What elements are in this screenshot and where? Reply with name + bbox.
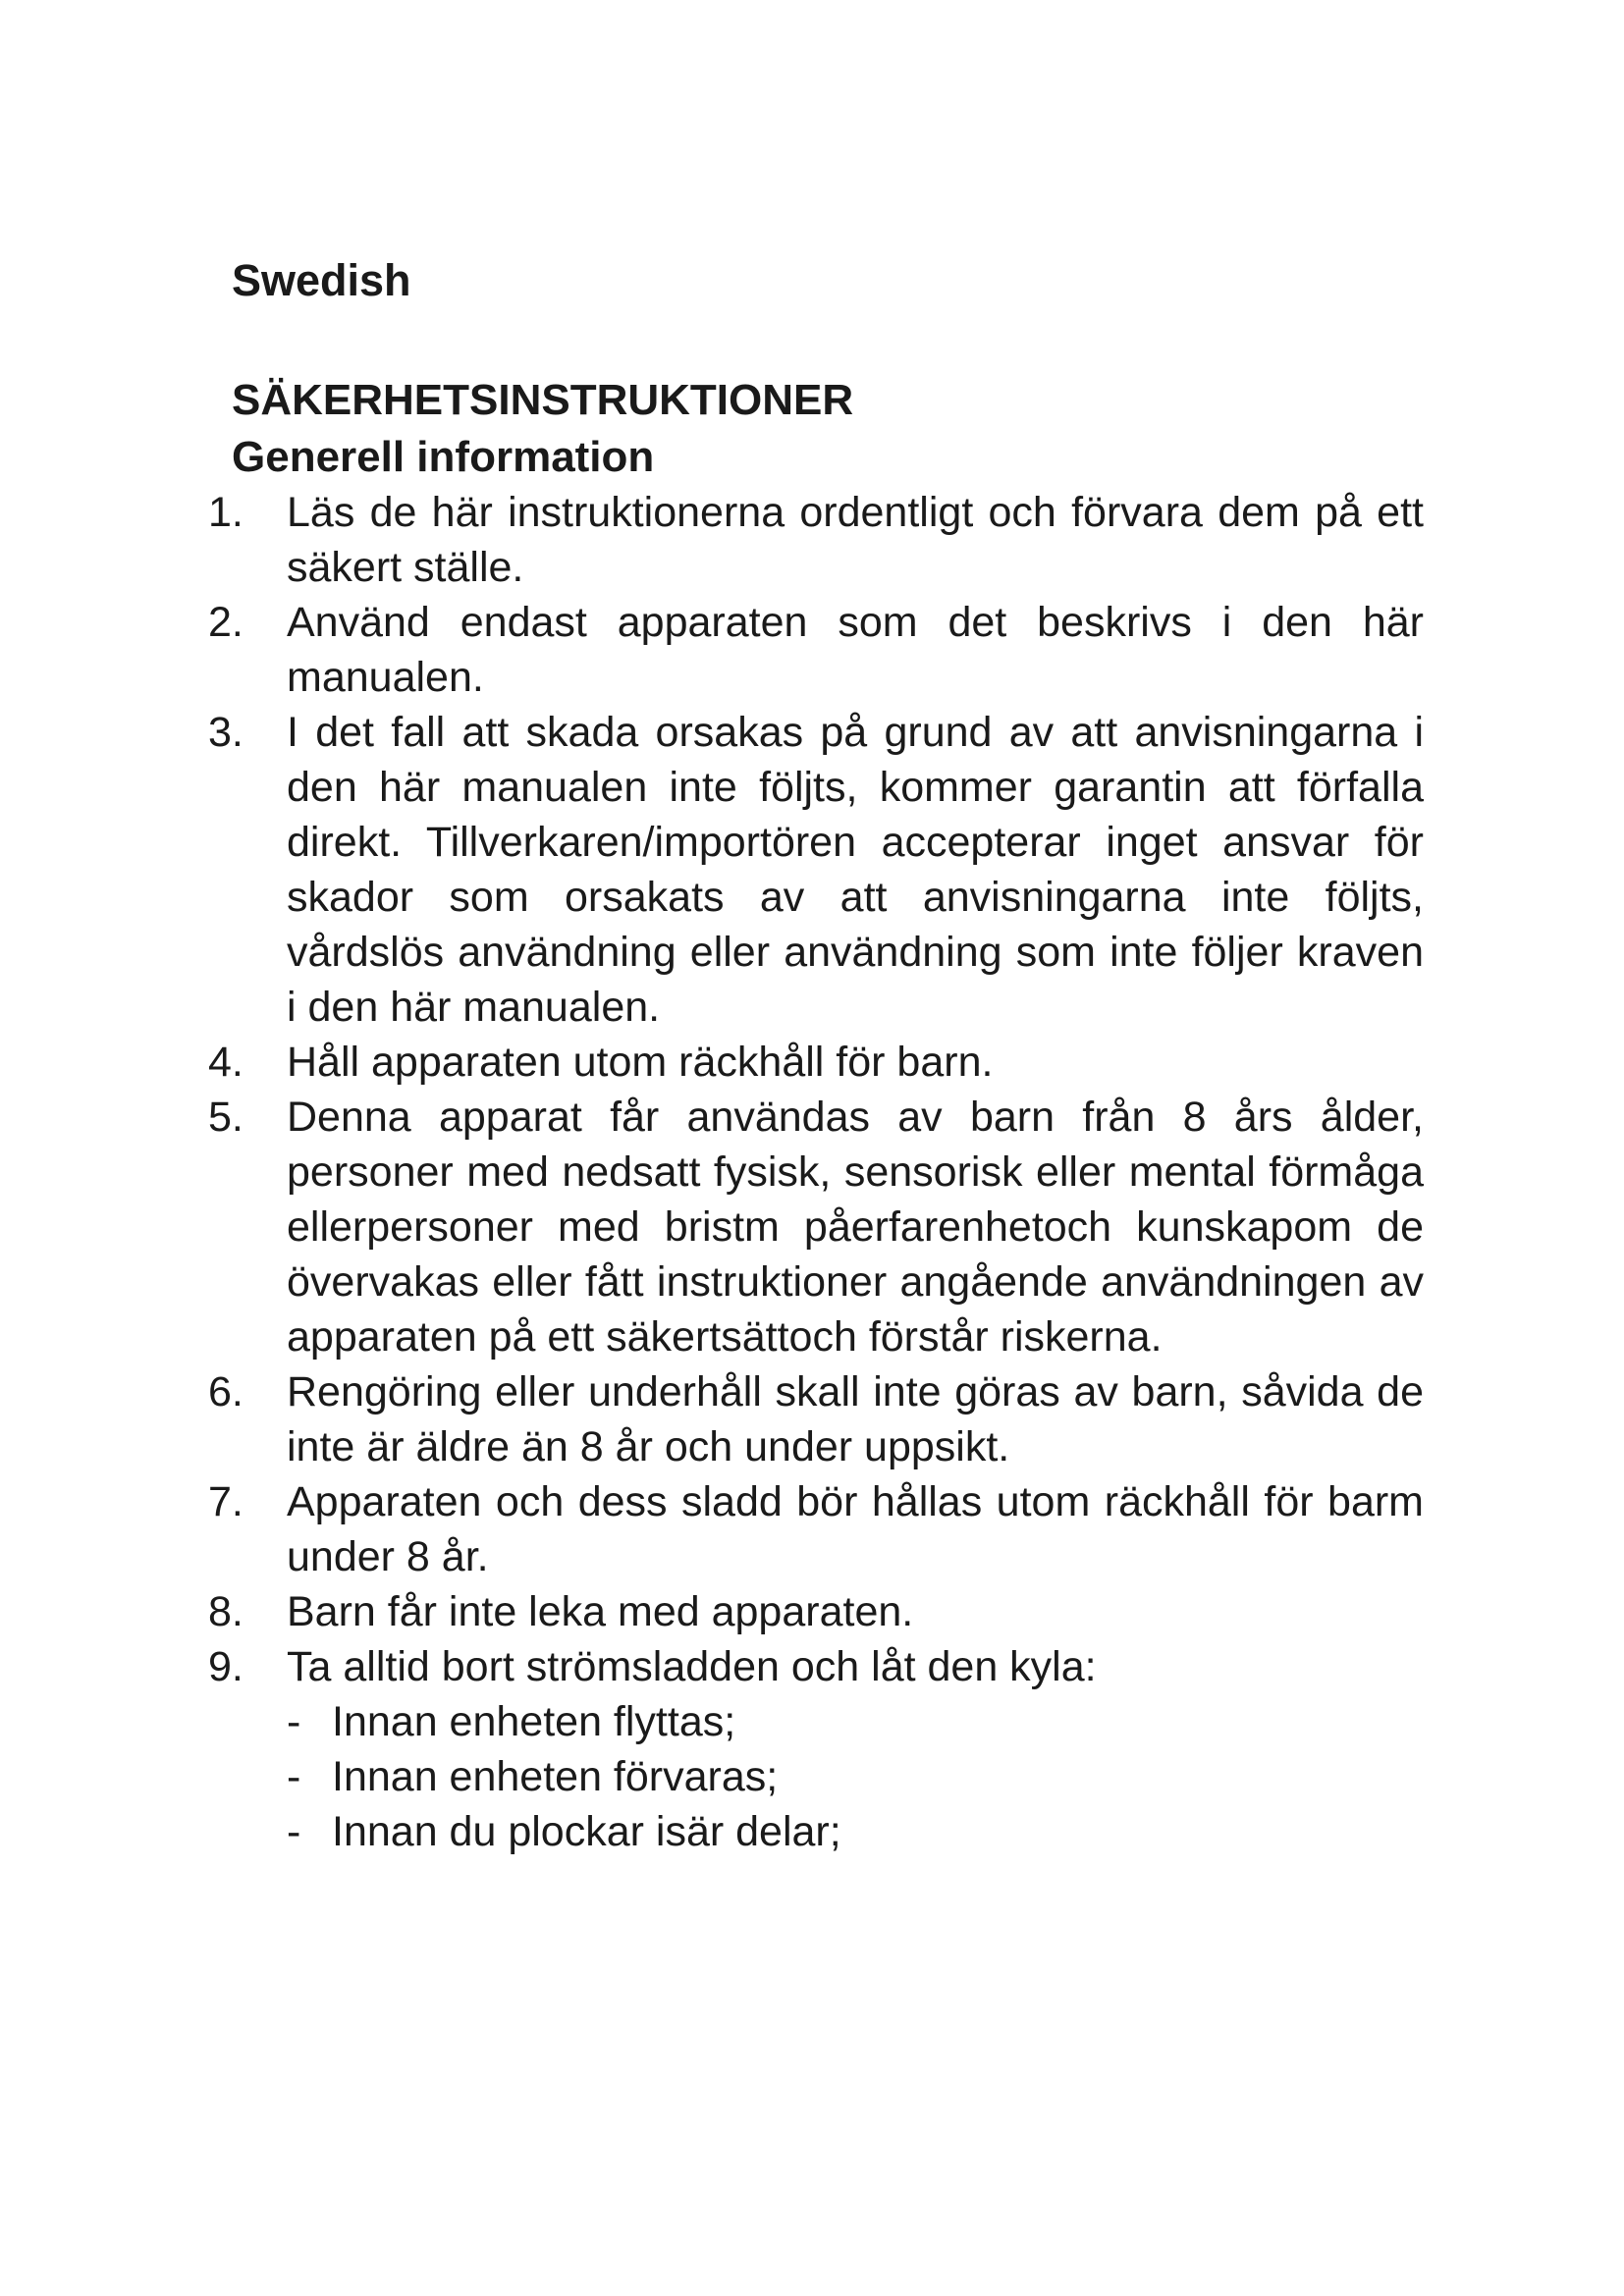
list-item	[208, 1639, 1430, 1859]
list-item	[208, 705, 1430, 1035]
list-item-text: Ta alltid bort strömsladden och låt den kyla:	[287, 1643, 1097, 1690]
sub-list-item-text: Innan enheten förvaras;	[332, 1753, 779, 1800]
document-content	[208, 253, 1430, 1859]
list-item-text: Apparaten och dess sladd bör hållas utom räckhåll för barm under 8 år.	[287, 1478, 1424, 1580]
list-item-number: 9.	[208, 1643, 244, 1690]
spacer	[232, 308, 1430, 371]
dash-bullet: -	[287, 1753, 301, 1800]
list-item-text: Rengöring eller underhåll skall inte göras av barn, såvida de inte är äldre än 8 år och under uppsikt.	[287, 1368, 1424, 1470]
list-item-number: 1.	[208, 489, 244, 536]
sub-list-item	[287, 1804, 1430, 1859]
sub-list-item	[287, 1694, 1430, 1749]
sub-list-item-text: Innan du plockar isär delar;	[332, 1808, 841, 1855]
list-item-number: 2.	[208, 599, 244, 646]
section-title: SÄKERHETSINSTRUKTIONER	[232, 376, 854, 424]
list-item-number: 8.	[208, 1588, 244, 1635]
list-item	[208, 595, 1430, 705]
dash-bullet: -	[287, 1698, 301, 1745]
list-item-text: I det fall att skada orsakas på grund av att anvisningarna i den här manualen inte följts, kommer garantin att förfalla direkt. Tillverkaren/importören accepterar inget ansvar för skador som orsakats av att anvisningarna inte följts, vårdslös användning eller användning som inte följer kraven i den här manualen.	[287, 709, 1424, 1031]
list-item-number: 5.	[208, 1094, 244, 1141]
list-item-text: Läs de här instruktionerna ordentligt och förvara dem på ett säkert ställe.	[287, 489, 1424, 591]
list-item	[208, 485, 1430, 595]
list-item	[208, 1584, 1430, 1639]
sub-list	[287, 1694, 1430, 1859]
list-item-text: Denna apparat får användas av barn från 8 års ålder, personer med nedsatt fysisk, sensorisk eller mental förmåga ellerpersoner med bristm påerfarenhetoch kunskapom de övervakas eller fått instruktioner angående användningen av apparaten på ett säkertsättoch förstår riskerna.	[287, 1094, 1424, 1361]
list-item	[208, 1474, 1430, 1584]
list-item-text: Barn får inte leka med apparaten.	[287, 1588, 914, 1635]
dash-bullet: -	[287, 1808, 301, 1855]
list-item-number: 4.	[208, 1039, 244, 1086]
sub-list-item-text: Innan enheten flyttas;	[332, 1698, 736, 1745]
sub-list-item	[287, 1749, 1430, 1804]
section-subtitle: Generell information	[232, 433, 655, 481]
list-item-text: Använd endast apparaten som det beskrivs i den här manualen.	[287, 599, 1424, 701]
language-heading: Swedish	[232, 255, 411, 305]
list-item-number: 3.	[208, 709, 244, 756]
list-item-number: 7.	[208, 1478, 244, 1525]
list-item	[208, 1035, 1430, 1090]
list-item-number: 6.	[208, 1368, 244, 1415]
list-item	[208, 1364, 1430, 1474]
list-item	[208, 1090, 1430, 1364]
safety-instructions-list	[208, 485, 1430, 1859]
list-item-text: Håll apparaten utom räckhåll för barn.	[287, 1039, 994, 1086]
